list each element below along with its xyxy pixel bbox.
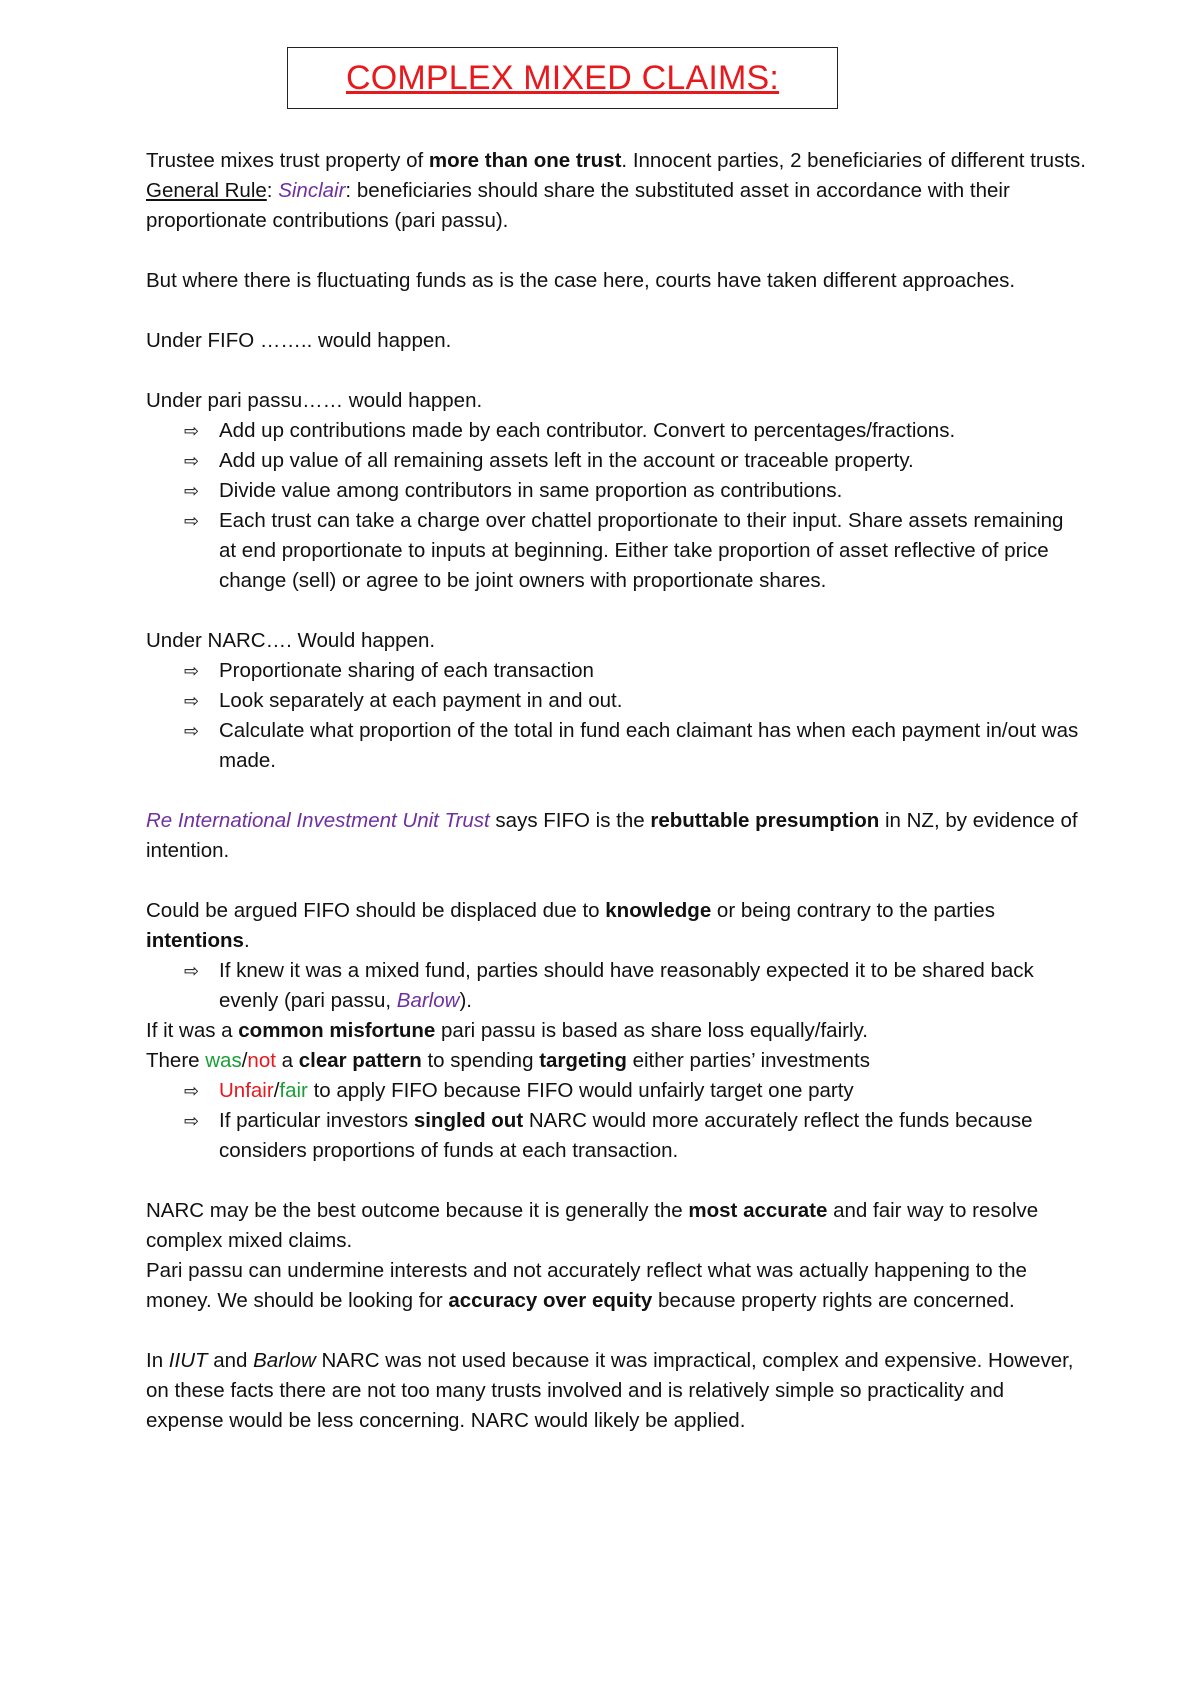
iiut-paragraph: Re International Investment Unit Trust says FIFO is the rebuttable presumption in NZ, by evidence of intention. (146, 809, 1078, 862)
bold-run: most accurate (688, 1199, 828, 1222)
pari-passu-list (146, 416, 1086, 596)
narc-outcome-paragraph: NARC may be the best outcome because it is generally the most accurate and fair way to resolve complex mixed claims. (146, 1199, 1039, 1252)
list-item: ⇨ Proportionate sharing of each transaction (146, 656, 1086, 686)
list-item: ⇨ Unfair/fair to apply FIFO because FIFO would unfairly target one party (146, 1076, 1086, 1106)
list-item: ⇨ Add up contributions made by each contributor. Convert to percentages/fractions. (146, 416, 1086, 446)
green-run: fair (279, 1079, 308, 1102)
list-item: ⇨ If particular investors singled out NARC would more accurately reflect the funds because considers proportions of funds at each transaction. (146, 1106, 1086, 1166)
red-run: Unfair (219, 1079, 274, 1102)
bold-run: accuracy over equity (448, 1289, 653, 1312)
narc-paragraph: Under NARC…. Would happen. (146, 629, 436, 652)
pari-passu-paragraph: Under pari passu…… would happen. (146, 389, 483, 412)
text-run: Trustee mixes trust property of (146, 149, 429, 172)
general-rule-label: General Rule (146, 179, 267, 202)
intro-paragraph (146, 146, 1086, 176)
list-item: ⇨ Look separately at each payment in and out. (146, 686, 1086, 716)
bold-run: knowledge (605, 899, 712, 922)
arrow-icon: ⇨ (184, 1111, 200, 1131)
case-name: Re International Investment Unit Trust (146, 809, 490, 832)
page-title: COMPLEX MIXED CLAIMS: (345, 59, 780, 97)
red-run: not (247, 1049, 276, 1072)
pari-passu-critique-paragraph: Pari passu can undermine interests and not accurately reflect what was actually happening to the money. We should be looking for accuracy over equity because property rights are concerned. (146, 1259, 1027, 1312)
text-run: : (266, 179, 279, 202)
text-run: . Innocent parties, 2 beneficiaries of different trusts. (621, 149, 1086, 172)
bold-run: more than one trust (428, 149, 622, 172)
misfortune-paragraph: If it was a common misfortune pari passu is based as share loss equally/fairly. (146, 1019, 868, 1042)
general-rule-paragraph (146, 176, 1086, 236)
bold-run: singled out (413, 1109, 524, 1132)
fifo-paragraph: Under FIFO …….. would happen. (146, 329, 452, 352)
title-box (287, 47, 838, 109)
fluctuating-funds-paragraph: But where there is fluctuating funds as is the case here, courts have taken different approaches. (146, 269, 1016, 292)
arrow-icon: ⇨ (184, 961, 200, 981)
text-run: : beneficiaries should share the substituted asset in accordance with their proportionate contributions (pari passu). (146, 179, 1010, 232)
arrow-icon: ⇨ (184, 661, 200, 681)
list-item: ⇨ If knew it was a mixed fund, parties should have reasonably expected it to be shared back evenly (pari passu, Barlow). (146, 956, 1086, 1016)
italic-run: Barlow (253, 1349, 316, 1372)
conclusion-paragraph: In IIUT and Barlow NARC was not used because it was impractical, complex and expensive. However, on these facts there are not too many trusts involved and is relatively simple so practicality and expense would be less concerning. NARC would likely be applied. (146, 1349, 1074, 1432)
italic-run: IIUT (168, 1349, 208, 1372)
arrow-icon: ⇨ (184, 511, 200, 531)
case-name: Sinclair (278, 179, 346, 202)
arrow-icon: ⇨ (184, 451, 200, 471)
arrow-icon: ⇨ (184, 421, 200, 441)
arrow-icon: ⇨ (184, 721, 200, 741)
bold-run: intentions (146, 929, 244, 952)
arrow-icon: ⇨ (184, 1081, 200, 1101)
arrow-icon: ⇨ (184, 691, 200, 711)
list-item: ⇨ Divide value among contributors in same proportion as contributions. (146, 476, 1086, 506)
displacement-list (146, 956, 1086, 1016)
list-item: ⇨ Add up value of all remaining assets left in the account or traceable property. (146, 446, 1086, 476)
green-run: was (205, 1049, 242, 1072)
document-body (146, 146, 1086, 1436)
arrow-icon: ⇨ (184, 481, 200, 501)
bold-run: common misfortune (238, 1019, 436, 1042)
pattern-list (146, 1076, 1086, 1166)
pattern-paragraph: There was/not a clear pattern to spending targeting either parties’ investments (146, 1049, 870, 1072)
bold-run: clear pattern (298, 1049, 422, 1072)
bold-run: rebuttable presumption (650, 809, 880, 832)
case-name: Barlow (396, 989, 460, 1012)
displacement-paragraph: Could be argued FIFO should be displaced due to knowledge or being contrary to the parties intentions. (146, 899, 995, 952)
list-item: ⇨ Each trust can take a charge over chattel proportionate to their input. Share assets remaining at end proportionate to inputs at beginning. Either take proportion of asset reflective of price change (sell) or agree to be joint owners with proportionate shares. (146, 506, 1086, 596)
narc-list (146, 656, 1086, 776)
bold-run: targeting (539, 1049, 627, 1072)
list-item: ⇨ Calculate what proportion of the total in fund each claimant has when each payment in/out was made. (146, 716, 1086, 776)
